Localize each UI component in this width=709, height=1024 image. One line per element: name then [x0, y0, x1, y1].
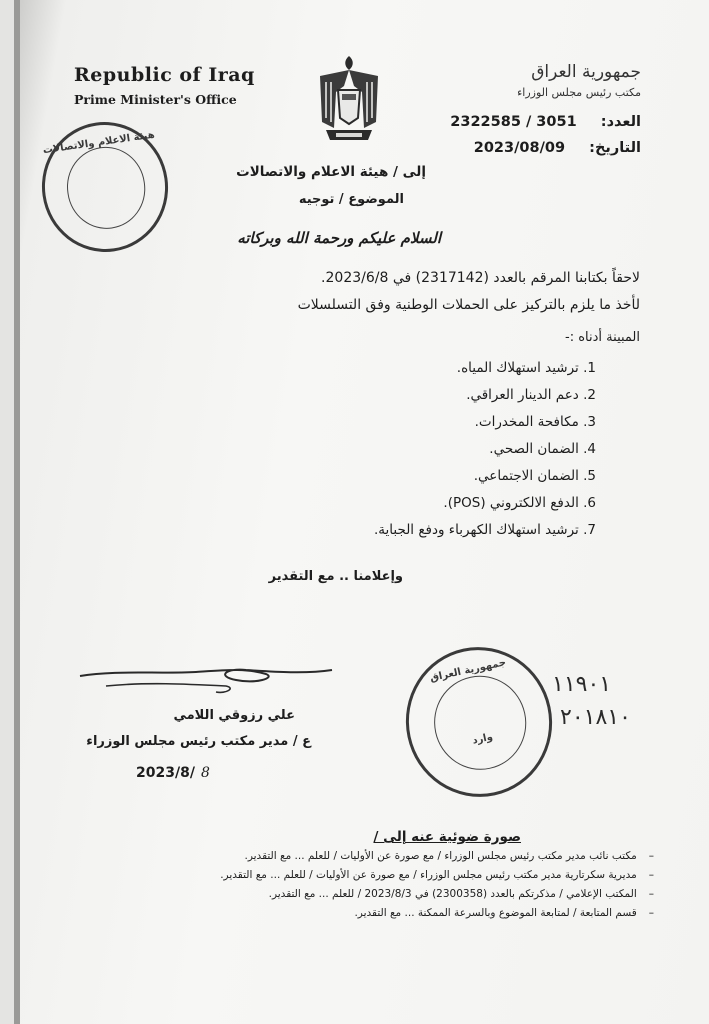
cc-heading: صورة ضوئية عنه إلى /: [373, 829, 521, 845]
cc-item: – قسم المتابعة / لمتابعة الموضوع وبالسرعة الممكنة ... مع التقدير.: [220, 907, 654, 926]
list-item: 2. دعم الدينار العراقي.: [466, 387, 596, 403]
cc-list: [220, 850, 654, 926]
cc-item: – مديرية سكرتارية مدير مكتب رئيس مجلس الوزراء / مع صورة عن الأوليات / للعلم ... مع التقدير.: [220, 869, 654, 888]
date-label: التاريخ:: [589, 140, 641, 156]
signatory-name: علي رزوقي اللامي: [173, 708, 295, 723]
handwritten-date: ٢٠١٨١٠: [560, 705, 631, 730]
en-office-subtitle: Prime Minister's Office: [74, 92, 237, 107]
list-item: 5. الضمان الاجتماعي.: [473, 468, 596, 484]
handwritten-number: ١١٩٠١: [552, 672, 612, 697]
ar-republic-title: جمهورية العراق: [531, 62, 641, 82]
reference-number: [450, 114, 641, 130]
list-item: 3. مكافحة المخدرات.: [474, 414, 596, 430]
body-line-2: لأخذ ما يلزم بالتركيز على الحملات الوطنية وفق التسلسلات: [297, 297, 640, 313]
signatory-title: ع / مدير مكتب رئيس مجلس الوزراء: [86, 734, 311, 749]
cc-item: – المكتب الإعلامي / مذكرتكم بالعدد (2300358) في 2023/8/3 / للعلم ... مع التقدير.: [220, 888, 654, 907]
stamp-top-text: هيئة الاعلام والاتصالات: [42, 129, 156, 157]
stamp-bottom-text: وارد: [471, 731, 494, 747]
handwritten-signature: [76, 664, 336, 704]
en-republic-title: Republic of Iraq: [74, 64, 255, 86]
page-edge-shadow: [14, 0, 20, 1024]
iraq-eagle-emblem-icon: [314, 52, 384, 144]
ref-value: 2322585 / 3051: [450, 114, 577, 130]
body-line-1: لاحقاً بكتابنا المرقم بالعدد (2317142) في 2023/6/8.: [321, 270, 640, 286]
body-line-3: المبينة أدناه :-: [565, 330, 640, 345]
closing-line: وإعلامنا .. مع التقدير: [268, 569, 403, 584]
list-item: 7. ترشيد استهلاك الكهرباء ودفع الجباية.: [374, 522, 596, 538]
signature-date-printed: 2023/8/: [136, 765, 195, 781]
greeting: السلام عليكم ورحمة الله وبركاته: [237, 229, 441, 247]
cc-item: – مكتب نائب مدير مكتب رئيس مجلس الوزراء / مع صورة عن الأوليات / للعلم ... مع التقدير.: [220, 850, 654, 869]
subject-line: الموضوع / توجيه: [298, 192, 404, 207]
letter-page: [14, 0, 709, 1024]
list-item: 1. ترشيد استهلاك المياه.: [456, 360, 596, 376]
addressee-line: إلى / هيئة الاعلام والاتصالات: [236, 164, 426, 180]
signature-date-hand: 8: [200, 765, 210, 781]
official-stamp-top: [34, 114, 177, 260]
ar-office-subtitle: مكتب رئيس مجلس الوزراء: [517, 86, 641, 99]
signature-date: [136, 765, 210, 781]
stamp-top-text: جمهورية العراق: [429, 657, 508, 685]
stamp-inner-ring: [426, 667, 535, 778]
stamp-inner-ring: [61, 142, 150, 234]
list-item: 6. الدفع الالكتروني (POS).: [443, 495, 596, 511]
list-item: 4. الضمان الصحي.: [489, 441, 596, 457]
incoming-stamp: [392, 633, 566, 810]
date-value: 2023/08/09: [473, 140, 566, 156]
letter-date: [474, 140, 641, 156]
ref-label: العدد:: [600, 114, 641, 130]
campaign-list: [374, 360, 596, 549]
